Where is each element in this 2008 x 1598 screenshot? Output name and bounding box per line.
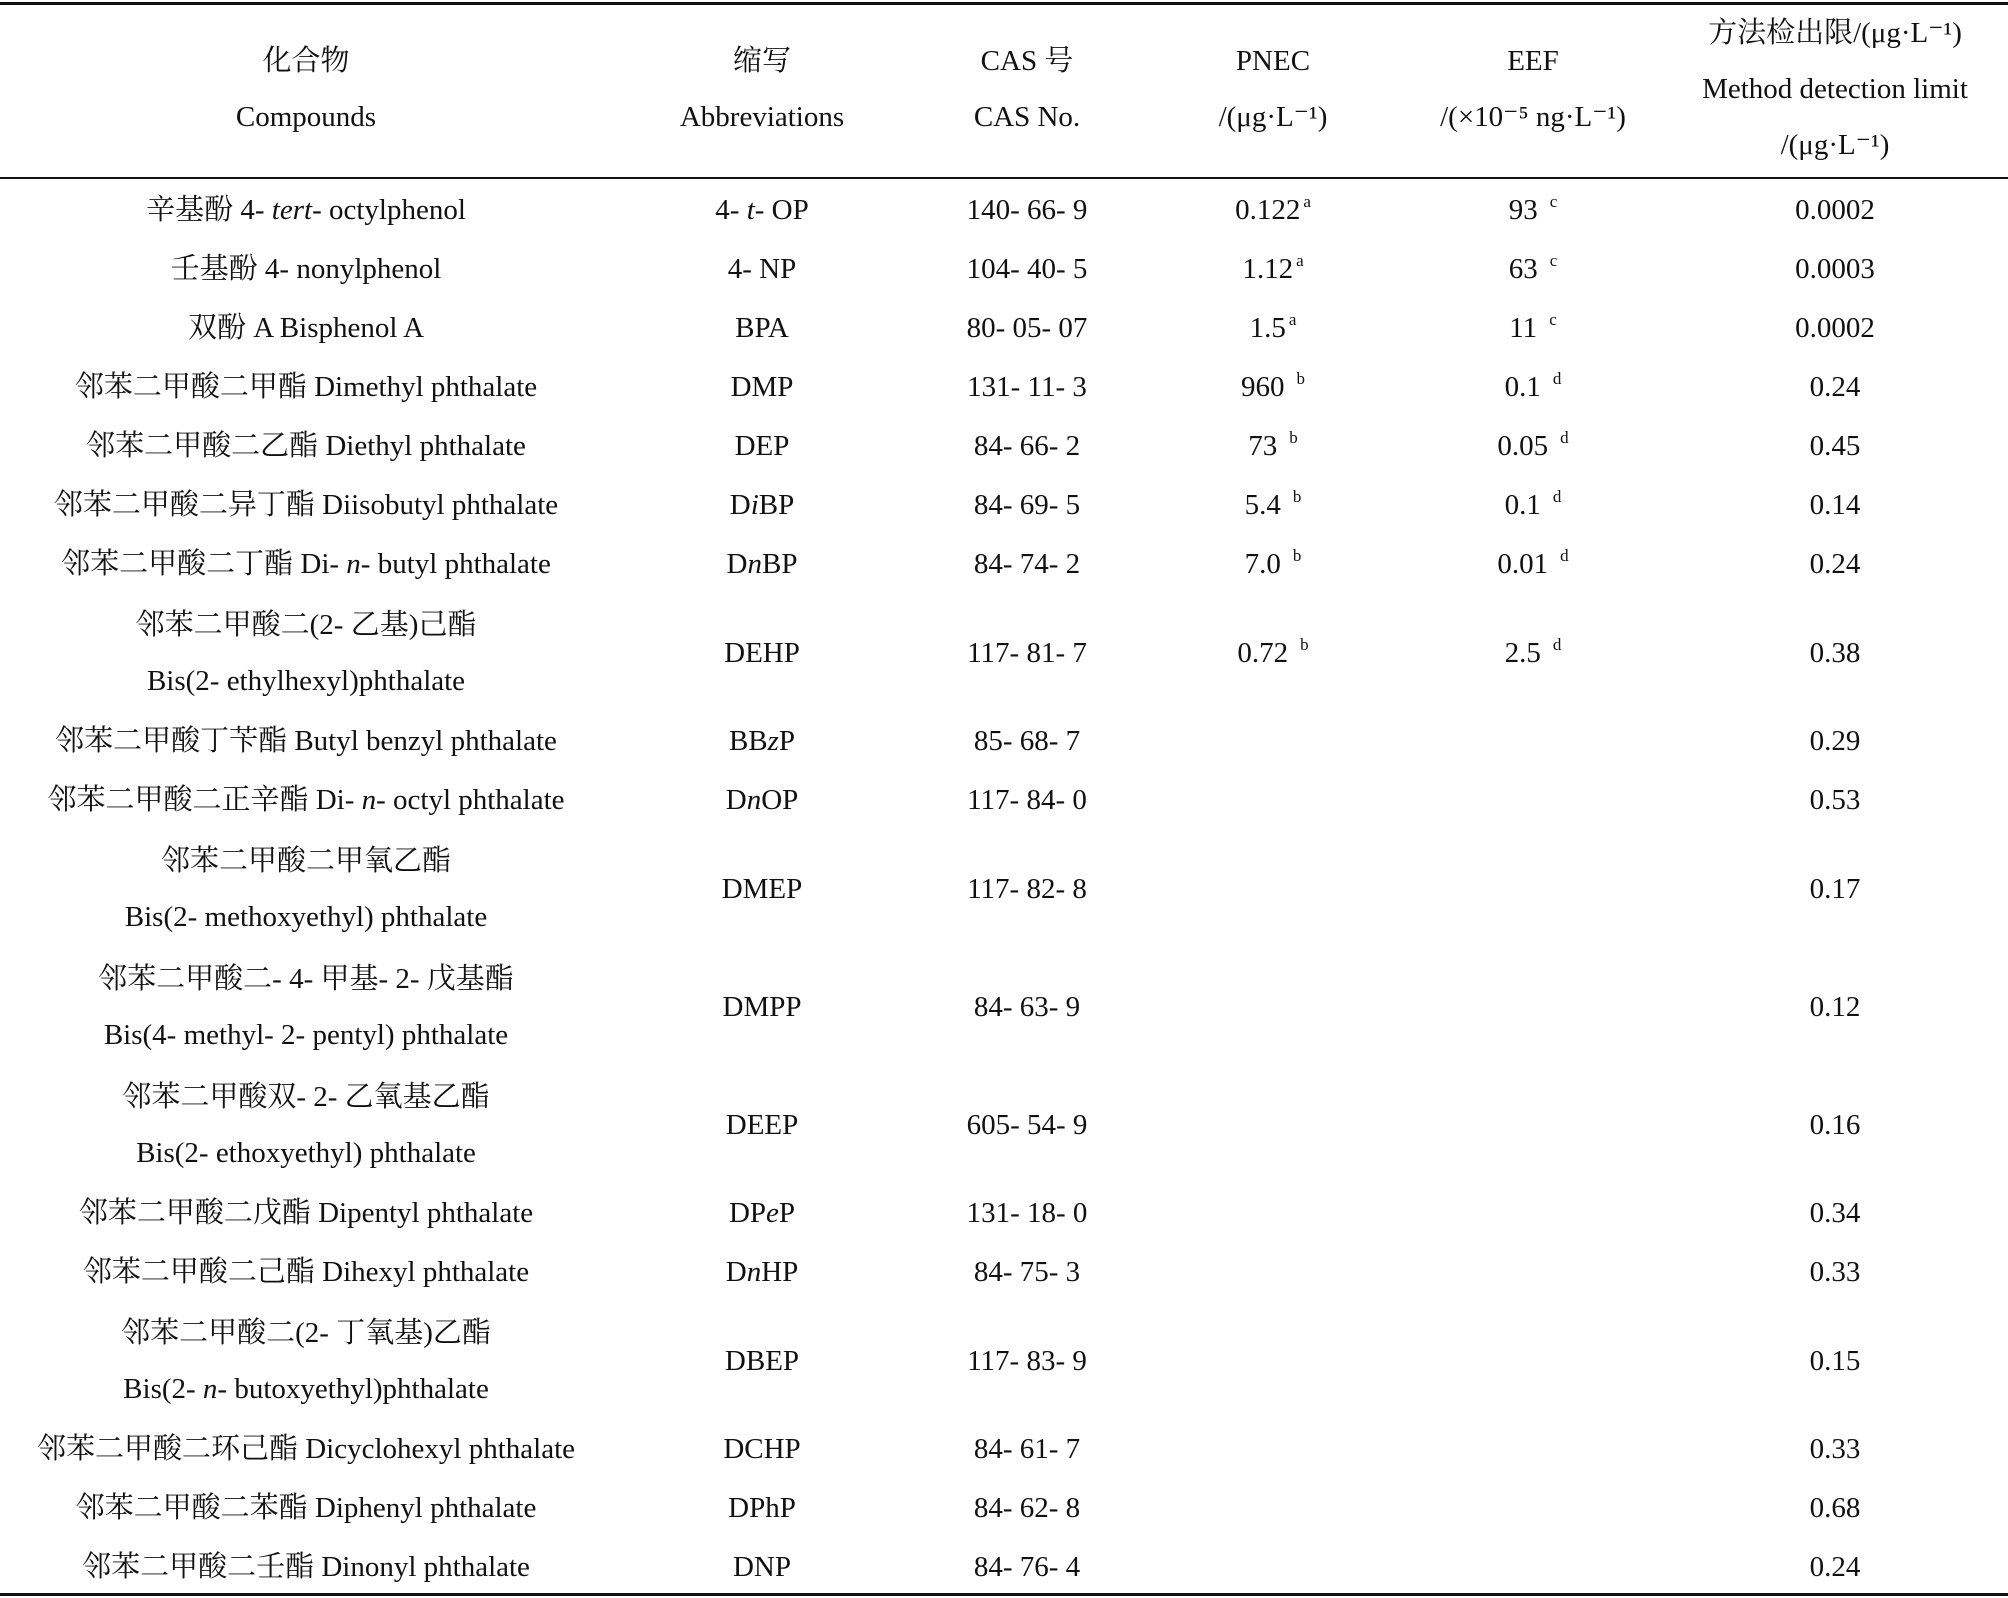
table-body — [0, 178, 2008, 1597]
cas-cell — [912, 1243, 1142, 1302]
mdl-cell — [1662, 1479, 2008, 1538]
abbreviation-cell — [612, 1302, 912, 1420]
abbreviation-cell — [612, 417, 912, 476]
cas-number: 117- 83- 9 — [967, 1345, 1087, 1377]
cas-cell — [912, 535, 1142, 594]
table-row — [0, 1538, 2008, 1597]
table-row — [0, 1066, 2008, 1184]
cas-number: 117- 84- 0 — [967, 784, 1087, 816]
cas-number: 85- 68- 7 — [973, 725, 1081, 757]
header-mdl-zh: 方法检出限/(μg·L⁻¹) — [1708, 17, 1962, 49]
compound-cell — [0, 476, 612, 535]
abbreviation-cell — [612, 240, 912, 299]
abbreviation-italic: t — [746, 194, 755, 226]
cas-number: 140- 66- 9 — [966, 194, 1088, 226]
cas-cell — [912, 178, 1142, 240]
table-row — [0, 1479, 2008, 1538]
pnec-footnote-mark: b — [1292, 546, 1302, 565]
compound-name-en: Bis(2- ethoxyethyl) phthalate — [136, 1137, 476, 1169]
abbreviation-part: HP — [761, 1256, 799, 1288]
mdl-value: 0.53 — [1809, 784, 1861, 816]
pnec-cell — [1142, 358, 1404, 417]
cas-cell — [912, 1420, 1142, 1479]
compound-cell — [0, 299, 612, 358]
compound-name-en-italic: n — [202, 1373, 218, 1405]
cas-number: 131- 18- 0 — [966, 1197, 1088, 1229]
eef-cell — [1404, 948, 1662, 1066]
pnec-value: 960 — [1241, 371, 1285, 403]
eef-cell — [1404, 1184, 1662, 1243]
eef-value: 63 — [1508, 253, 1538, 285]
cas-number: 84- 66- 2 — [973, 430, 1081, 462]
abbreviation-part: D — [729, 489, 751, 521]
mdl-value: 0.16 — [1809, 1109, 1861, 1141]
pnec-cell — [1142, 417, 1404, 476]
table-row — [0, 594, 2008, 712]
abbreviation-italic: n — [747, 548, 762, 580]
mdl-cell — [1662, 299, 2008, 358]
table-row — [0, 771, 2008, 830]
eef-value: 11 — [1509, 312, 1538, 344]
mdl-cell — [1662, 771, 2008, 830]
abbreviation: DEP — [734, 430, 790, 462]
abbreviation-cell — [612, 712, 912, 771]
mdl-cell — [1662, 1243, 2008, 1302]
compound-name-italic: n — [346, 548, 361, 580]
cas-number: 84- 75- 3 — [973, 1256, 1081, 1288]
eef-cell — [1404, 771, 1662, 830]
abbreviation: DMP — [730, 371, 794, 403]
mdl-cell — [1662, 240, 2008, 299]
abbreviation-part: BP — [758, 489, 795, 521]
compound-name: 邻苯二甲酸二苯酯 Diphenyl phthalate — [75, 1492, 537, 1524]
header-eef-unit: /(×10⁻⁵ ng·L⁻¹) — [1440, 101, 1626, 133]
eef-cell — [1404, 1066, 1662, 1184]
table-row — [0, 178, 2008, 240]
compound-cell — [0, 1243, 612, 1302]
eef-footnote-mark: d — [1560, 546, 1569, 565]
compound-name: 邻苯二甲酸二甲酯 Dimethyl phthalate — [74, 371, 538, 403]
table-header-row — [0, 0, 2008, 178]
eef-value: 0.1 — [1504, 371, 1541, 403]
cas-cell — [912, 771, 1142, 830]
compound-name-en: Bis(2- ethylhexyl)phthalate — [146, 665, 466, 697]
pnec-cell — [1142, 178, 1404, 240]
abbreviation: DPhP — [728, 1492, 796, 1524]
pnec-cell — [1142, 476, 1404, 535]
compound-name-part: - octyl phthalate — [376, 784, 565, 816]
mdl-cell — [1662, 1538, 2008, 1597]
pnec-footnote-mark: b — [1300, 635, 1309, 654]
compound-name: 邻苯二甲酸丁苄酯 Butyl benzyl phthalate — [55, 725, 557, 757]
cas-cell — [912, 299, 1142, 358]
abbreviation-italic: e — [766, 1197, 779, 1229]
pnec-cell — [1142, 830, 1404, 948]
table-row — [0, 1243, 2008, 1302]
eef-cell — [1404, 299, 1662, 358]
cas-number: 84- 76- 4 — [973, 1551, 1081, 1583]
abbreviation-italic: z — [767, 725, 779, 757]
pnec-value: 73 — [1248, 430, 1278, 462]
header-mdl — [1662, 0, 2008, 178]
cas-number: 84- 63- 9 — [973, 991, 1081, 1023]
abbreviation-italic: n — [746, 1256, 762, 1288]
abbreviation: DEEP — [725, 1109, 799, 1141]
pnec-value: 5.4 — [1244, 489, 1281, 521]
mdl-cell — [1662, 712, 2008, 771]
table-row — [0, 1420, 2008, 1479]
abbreviation-cell — [612, 1479, 912, 1538]
compound-name-en-part: Bis(2- — [123, 1373, 203, 1405]
eef-cell — [1404, 1479, 1662, 1538]
abbreviation: DEHP — [724, 637, 800, 669]
cas-cell — [912, 1479, 1142, 1538]
mdl-value: 0.45 — [1809, 430, 1861, 462]
eef-cell — [1404, 594, 1662, 712]
pnec-footnote-mark: b — [1289, 428, 1298, 447]
compound-name: 邻苯二甲酸二异丁酯 Diisobutyl phthalate — [53, 489, 559, 521]
compound-cell — [0, 830, 612, 948]
cas-cell — [912, 594, 1142, 712]
mdl-value: 0.24 — [1809, 371, 1861, 403]
eef-footnote-mark: c — [1549, 192, 1558, 211]
eef-footnote-mark: c — [1549, 251, 1558, 270]
mdl-value: 0.68 — [1809, 1492, 1861, 1524]
cas-cell — [912, 948, 1142, 1066]
pnec-value: 0.122 — [1235, 194, 1301, 226]
eef-cell — [1404, 535, 1662, 594]
compound-name-italic: n — [361, 784, 377, 816]
abbreviation: DCHP — [723, 1433, 801, 1465]
cas-cell — [912, 417, 1142, 476]
abbreviation-cell — [612, 1420, 912, 1479]
compound-cell — [0, 358, 612, 417]
eef-cell — [1404, 476, 1662, 535]
mdl-value: 0.34 — [1809, 1197, 1861, 1229]
table-row — [0, 299, 2008, 358]
cas-number: 117- 82- 8 — [967, 873, 1087, 905]
pnec-cell — [1142, 240, 1404, 299]
cas-cell — [912, 476, 1142, 535]
table-row — [0, 1302, 2008, 1420]
abbreviation-part: BB — [728, 725, 768, 757]
table-row — [0, 358, 2008, 417]
pnec-cell — [1142, 771, 1404, 830]
eef-cell — [1404, 240, 1662, 299]
mdl-value: 0.12 — [1809, 991, 1861, 1023]
mdl-value: 0.14 — [1809, 489, 1861, 521]
pnec-cell — [1142, 299, 1404, 358]
pnec-footnote-mark: a — [1303, 192, 1311, 211]
cas-cell — [912, 830, 1142, 948]
abbreviation-part: - OP — [754, 194, 809, 226]
mdl-cell — [1662, 594, 2008, 712]
eef-cell — [1404, 1243, 1662, 1302]
pnec-cell — [1142, 1538, 1404, 1597]
header-mdl-unit: /(μg·L⁻¹) — [1780, 129, 1890, 161]
header-eef — [1404, 0, 1662, 178]
header-compound-zh: 化合物 — [262, 45, 350, 77]
mdl-value: 0.24 — [1809, 548, 1861, 580]
mdl-cell — [1662, 1302, 2008, 1420]
pnec-cell — [1142, 1243, 1404, 1302]
pnec-footnote-mark: a — [1288, 310, 1297, 329]
abbreviation-cell — [612, 1184, 912, 1243]
header-mdl-en: Method detection limit — [1702, 73, 1968, 105]
mdl-cell — [1662, 358, 2008, 417]
table-row — [0, 417, 2008, 476]
abbreviation-cell — [612, 1243, 912, 1302]
abbreviation-part: DP — [728, 1197, 767, 1229]
pnec-cell — [1142, 1479, 1404, 1538]
compound-cell — [0, 178, 612, 240]
eef-value: 0.1 — [1504, 489, 1541, 521]
header-cas-en: CAS No. — [973, 101, 1081, 133]
table-row — [0, 535, 2008, 594]
pnec-cell — [1142, 594, 1404, 712]
table-row — [0, 830, 2008, 948]
compound-name-zh: 邻苯二甲酸双- 2- 乙氧基乙酯 — [122, 1081, 490, 1113]
pnec-footnote-mark: b — [1292, 487, 1302, 506]
eef-footnote-mark: d — [1560, 428, 1569, 447]
table-row — [0, 712, 2008, 771]
abbreviation: 4- NP — [727, 253, 797, 285]
compound-name: 邻苯二甲酸二环己酯 Dicyclohexyl phthalate — [36, 1433, 575, 1465]
cas-number: 80- 05- 07 — [966, 312, 1088, 344]
header-compound — [0, 0, 612, 178]
compound-cell — [0, 1420, 612, 1479]
eef-cell — [1404, 1420, 1662, 1479]
pnec-cell — [1142, 1184, 1404, 1243]
mdl-value: 0.24 — [1809, 1551, 1861, 1583]
abbreviation-part: D — [726, 548, 748, 580]
abbreviation-cell — [612, 771, 912, 830]
abbreviation-part: P — [778, 1197, 796, 1229]
compound-name-part: - butyl phthalate — [360, 548, 551, 580]
abbreviation-cell — [612, 178, 912, 240]
table-row — [0, 240, 2008, 299]
compound-cell — [0, 712, 612, 771]
header-cas — [912, 0, 1142, 178]
pnec-cell — [1142, 535, 1404, 594]
header-pnec — [1142, 0, 1404, 178]
pnec-value: 1.12 — [1242, 253, 1294, 285]
compound-name: 辛基酚 4- — [146, 194, 272, 226]
compound-cell — [0, 1538, 612, 1597]
mdl-value: 0.33 — [1809, 1256, 1861, 1288]
mdl-value: 0.15 — [1809, 1345, 1861, 1377]
eef-footnote-mark: d — [1552, 487, 1562, 506]
mdl-value: 0.38 — [1809, 637, 1861, 669]
table-row — [0, 948, 2008, 1066]
eef-cell — [1404, 358, 1662, 417]
abbreviation: BPA — [735, 312, 789, 344]
abbreviation-italic: n — [746, 784, 762, 816]
abbreviation-cell — [612, 358, 912, 417]
mdl-value: 0.0002 — [1795, 312, 1875, 344]
compound-name-zh: 邻苯二甲酸二甲氧乙酯 — [160, 845, 451, 877]
eef-value: 2.5 — [1504, 637, 1541, 669]
compound-cell — [0, 240, 612, 299]
cas-cell — [912, 358, 1142, 417]
mdl-cell — [1662, 476, 2008, 535]
mdl-cell — [1662, 948, 2008, 1066]
abbreviation: DMEP — [721, 873, 803, 905]
eef-footnote-mark: d — [1552, 635, 1562, 654]
mdl-cell — [1662, 535, 2008, 594]
mdl-value: 0.0002 — [1795, 194, 1875, 226]
cas-cell — [912, 1184, 1142, 1243]
eef-footnote-mark: d — [1552, 369, 1562, 388]
compound-name-en-part: - butoxyethyl)phthalate — [217, 1373, 489, 1405]
abbreviation-cell — [612, 535, 912, 594]
compound-name: 邻苯二甲酸二乙酯 Diethyl phthalate — [86, 430, 526, 462]
eef-value: 0.01 — [1497, 548, 1549, 580]
abbreviation: DNP — [732, 1551, 791, 1583]
compound-name-en — [0, 1361, 612, 1417]
compound-name: 邻苯二甲酸二正辛酯 Di- — [47, 784, 362, 816]
compound-cell — [0, 948, 612, 1066]
header-compound-en: Compounds — [235, 101, 377, 133]
eef-value: 93 — [1508, 194, 1538, 226]
abbreviation-part: 4- — [715, 194, 747, 226]
compound-name: 壬基酚 4- nonylphenol — [170, 253, 442, 285]
pnec-value: 0.72 — [1237, 637, 1289, 669]
eef-cell — [1404, 1538, 1662, 1597]
abbreviation-cell — [612, 1066, 912, 1184]
header-cas-zh: CAS 号 — [980, 45, 1074, 77]
pnec-cell — [1142, 1066, 1404, 1184]
cas-number: 117- 81- 7 — [967, 637, 1087, 669]
mdl-cell — [1662, 1420, 2008, 1479]
header-abbreviation — [612, 0, 912, 178]
compound-name-zh: 邻苯二甲酸二(2- 乙基)己酯 — [135, 609, 477, 641]
pnec-value: 1.5 — [1249, 312, 1286, 344]
mdl-cell — [1662, 178, 2008, 240]
abbreviation-part: D — [725, 1256, 747, 1288]
compound-cell — [0, 417, 612, 476]
pnec-value: 7.0 — [1244, 548, 1281, 580]
cas-cell — [912, 240, 1142, 299]
compound-name-italic: tert — [271, 194, 313, 226]
eef-cell — [1404, 178, 1662, 240]
abbreviation: DBEP — [724, 1345, 800, 1377]
mdl-value: 0.33 — [1809, 1433, 1861, 1465]
cas-number: 131- 11- 3 — [967, 371, 1087, 403]
pnec-cell — [1142, 1420, 1404, 1479]
header-abbr-en: Abbreviations — [679, 101, 845, 133]
compound-cell — [0, 1184, 612, 1243]
compound-cell — [0, 771, 612, 830]
mdl-cell — [1662, 417, 2008, 476]
abbreviation-cell — [612, 948, 912, 1066]
eef-cell — [1404, 712, 1662, 771]
eef-cell — [1404, 417, 1662, 476]
compound-name: 邻苯二甲酸二己酯 Dihexyl phthalate — [82, 1256, 530, 1288]
cas-cell — [912, 1066, 1142, 1184]
compound-name: 邻苯二甲酸二戊酯 Dipentyl phthalate — [78, 1197, 534, 1229]
pnec-footnote-mark: b — [1296, 369, 1305, 388]
mdl-cell — [1662, 830, 2008, 948]
mdl-value: 0.17 — [1809, 873, 1861, 905]
abbreviation-part: BP — [761, 548, 798, 580]
abbreviation-italic: i — [750, 489, 759, 521]
compound-name: 邻苯二甲酸二壬酯 Dinonyl phthalate — [82, 1551, 530, 1583]
abbreviation-part: D — [725, 784, 747, 816]
eef-footnote-mark: c — [1549, 310, 1557, 329]
compound-name-zh: 邻苯二甲酸二(2- 丁氧基)乙酯 — [121, 1317, 491, 1349]
cas-cell — [912, 712, 1142, 771]
compound-name: 双酚 A Bisphenol A — [187, 312, 425, 344]
mdl-value: 0.29 — [1809, 725, 1861, 757]
abbreviation-cell — [612, 594, 912, 712]
compound-cell — [0, 535, 612, 594]
mdl-value: 0.0003 — [1795, 253, 1875, 285]
cas-number: 84- 62- 8 — [973, 1492, 1081, 1524]
compound-cell — [0, 1302, 612, 1420]
header-pnec-name: PNEC — [1235, 45, 1311, 77]
abbreviation-cell — [612, 299, 912, 358]
table-row — [0, 476, 2008, 535]
compound-name-en: Bis(4- methyl- 2- pentyl) phthalate — [103, 1019, 509, 1051]
eef-cell — [1404, 830, 1662, 948]
header-eef-name: EEF — [1507, 45, 1559, 77]
cas-cell — [912, 1302, 1142, 1420]
compound-cell — [0, 1066, 612, 1184]
abbreviation: DMPP — [722, 991, 802, 1023]
abbreviation-cell — [612, 476, 912, 535]
table-row — [0, 1184, 2008, 1243]
pnec-cell — [1142, 1302, 1404, 1420]
cas-number: 84- 69- 5 — [973, 489, 1081, 521]
cas-number: 605- 54- 9 — [966, 1109, 1088, 1141]
compound-cell — [0, 1479, 612, 1538]
compound-name-part: - octylphenol — [312, 194, 466, 226]
mdl-cell — [1662, 1066, 2008, 1184]
compound-name: 邻苯二甲酸二丁酯 Di- — [61, 548, 347, 580]
compound-cell — [0, 594, 612, 712]
header-abbr-zh: 缩写 — [732, 45, 791, 77]
pnec-footnote-mark: a — [1296, 251, 1304, 270]
pnec-cell — [1142, 712, 1404, 771]
pnec-cell — [1142, 948, 1404, 1066]
eef-cell — [1404, 1302, 1662, 1420]
header-pnec-unit: /(μg·L⁻¹) — [1218, 101, 1328, 133]
abbreviation-cell — [612, 830, 912, 948]
compound-name-zh: 邻苯二甲酸二- 4- 甲基- 2- 戊基酯 — [98, 963, 514, 995]
abbreviation-cell — [612, 1538, 912, 1597]
mdl-cell — [1662, 1184, 2008, 1243]
abbreviation-part: P — [778, 725, 796, 757]
eef-value: 0.05 — [1497, 430, 1549, 462]
abbreviation-part: OP — [761, 784, 799, 816]
cas-number: 84- 61- 7 — [973, 1433, 1081, 1465]
cas-cell — [912, 1538, 1142, 1597]
cas-number: 104- 40- 5 — [966, 253, 1088, 285]
cas-number: 84- 74- 2 — [973, 548, 1081, 580]
compound-name-en: Bis(2- methoxyethyl) phthalate — [124, 901, 488, 933]
